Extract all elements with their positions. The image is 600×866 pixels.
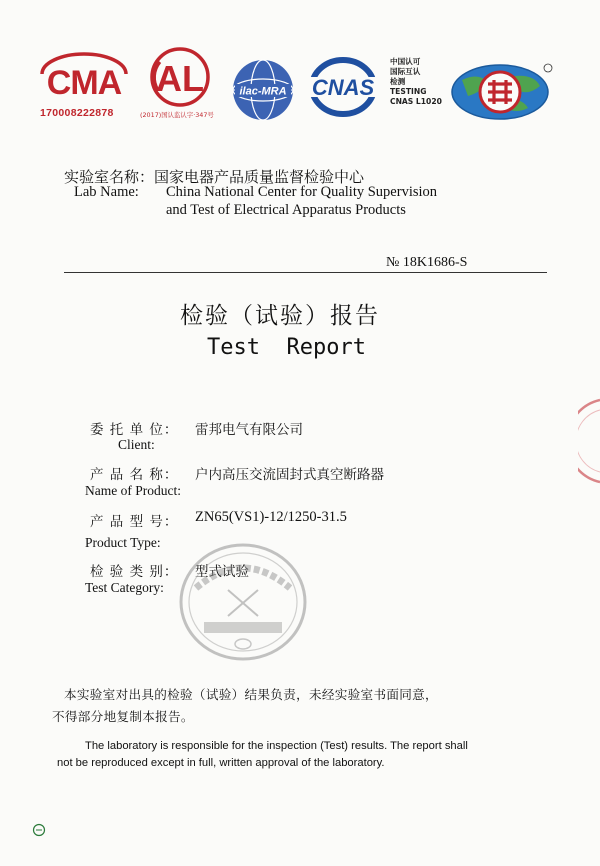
ilac-label: ilac-MRA [239, 85, 287, 98]
cnas-text-line: CNAS L1020 [390, 97, 442, 106]
cnas-logo-mark [304, 57, 382, 117]
report-title-cn: 检验（试验）报告 [180, 303, 380, 329]
ilac-mra-logo [229, 57, 297, 123]
svg-text:CMA: CMA [46, 64, 122, 98]
disclaimer-cn-line2: 不得部分地复制本报告。 [52, 709, 194, 724]
cnas-text-line: 中国认可 [390, 57, 421, 66]
product-name-label-en: Name of Product: [85, 483, 181, 498]
lab-name-en-line1: China National Center for Quality Supervision [166, 184, 438, 200]
cnas-label: CNAS [311, 75, 375, 100]
lab-label-en: Lab Name: [74, 184, 139, 200]
product-type-label-en: Product Type: [85, 535, 161, 550]
client-label-cn: 委 托 单 位： [90, 422, 179, 438]
product-type-value: ZN65(VS1)-12/1250-31.5 [195, 509, 347, 525]
product-type-label-cn: 产 品 型 号： [90, 514, 179, 530]
cnas-text-line: 国际互认 [390, 67, 421, 76]
report-number: № 18K1686-S [386, 255, 468, 270]
cal-logo-mark [146, 46, 214, 108]
corner-mark-icon [32, 823, 46, 837]
globe-logo-icon [448, 62, 554, 122]
disclaimer-cn-line1: 本实验室对出具的检验（试验）结果负责，未经实验室书面同意， [64, 687, 438, 702]
cal-number: (2017)国认监认字·347号 [140, 111, 214, 119]
test-category-label-en: Test Category: [85, 580, 164, 595]
cqc-logo [448, 62, 554, 122]
cnas-accreditation-text [390, 57, 442, 107]
red-stamp-edge-icon [578, 396, 600, 486]
report-title-en: Test Report [207, 335, 366, 360]
divider-line [64, 272, 547, 273]
lab-value-cn: 国家电器产品质量监督检验中心 [154, 168, 365, 186]
cal-logo [146, 46, 214, 108]
lab-name-en-line2: and Test of Electrical Apparatus Products [166, 202, 406, 218]
lab-label-cn: 实验室名称： [64, 168, 155, 186]
cma-number: 170008222878 [40, 107, 114, 119]
official-seal [176, 540, 310, 668]
client-label-en: Client: [118, 437, 155, 452]
cma-logo-mark [38, 52, 130, 98]
partial-red-stamp [578, 396, 600, 490]
product-name-value: 户内高压交流固封式真空断路器 [195, 467, 384, 483]
cnas-logo [304, 57, 382, 117]
disclaimer-en-line1: The laboratory is responsible for the inspection (Test) results. The report shall [85, 740, 468, 752]
seal-stamp-icon [176, 540, 310, 664]
cnas-text-line: 检测 [390, 77, 406, 86]
client-value: 雷邦电气有限公司 [195, 422, 303, 438]
test-category-value: 型式试验 [195, 564, 249, 580]
cnas-text-line: TESTING [390, 87, 427, 96]
disclaimer-en-line2: not be reproduced except in full, written approval of the laboratory. [57, 757, 385, 769]
cma-logo [38, 52, 130, 98]
test-category-label-cn: 检 验 类 别： [90, 564, 179, 580]
corner-mark [32, 822, 46, 841]
product-name-label-cn: 产 品 名 称： [90, 467, 179, 483]
svg-text:AL: AL [156, 58, 204, 99]
ilac-globe-icon [229, 57, 297, 123]
